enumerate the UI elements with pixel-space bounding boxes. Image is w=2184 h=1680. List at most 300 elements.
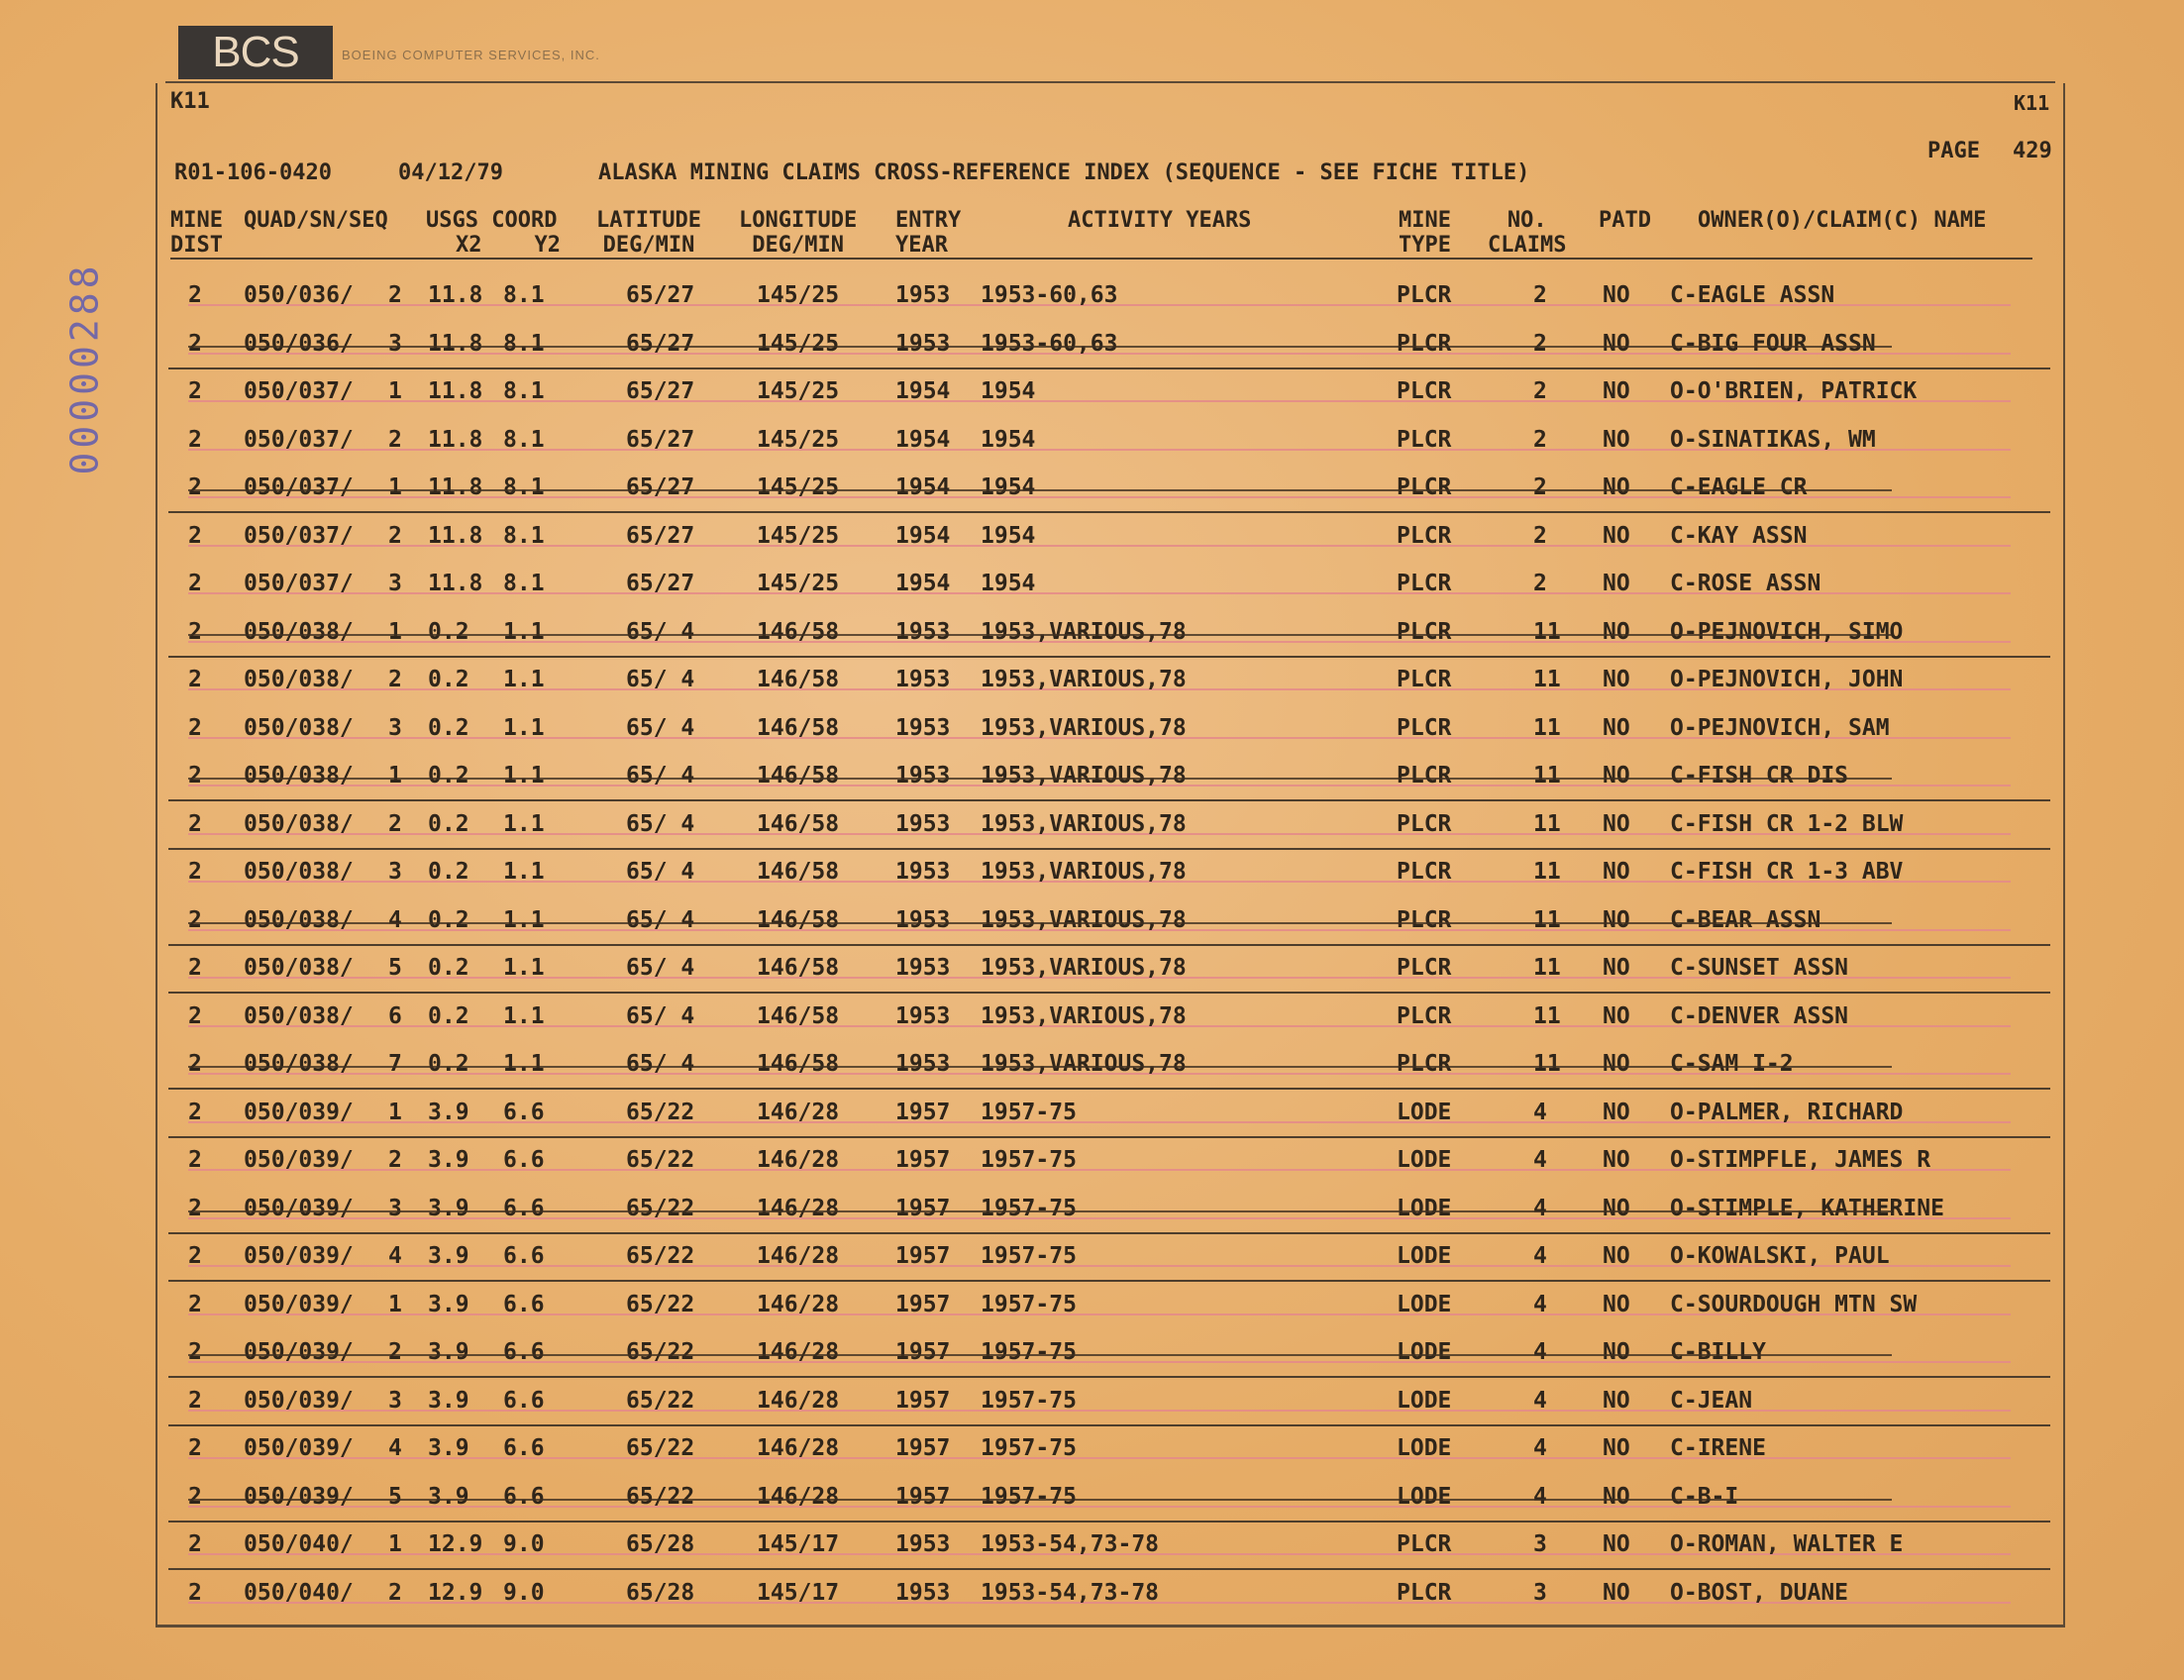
quad-sn-cell: 050/037/ (244, 378, 354, 404)
owner-claim-name-cell: O-PALMER, RICHARD (1670, 1099, 1904, 1125)
usgs-x-cell: 0.2 (428, 763, 469, 788)
sequence-cell: 2 (388, 810, 402, 837)
mine-type-cell: PLCR (1397, 810, 1452, 837)
owner-claim-name-cell: C-SUNSET ASSN (1670, 955, 1849, 981)
usgs-y-cell: 1.1 (503, 667, 545, 692)
quad-sn-cell: 050/039/ (244, 1435, 354, 1461)
claim-count-cell: 3 (1533, 1579, 1547, 1606)
table-row (168, 1283, 2050, 1330)
mine-type-cell: PLCR (1397, 955, 1452, 981)
patented-cell: NO (1603, 1579, 1630, 1606)
table-row (168, 802, 2050, 850)
latitude-cell: 65/22 (626, 1099, 695, 1125)
mine-type-cell: PLCR (1397, 522, 1452, 549)
mine-district-cell: 2 (188, 1435, 202, 1461)
latitude-cell: 65/ 4 (626, 859, 695, 885)
table-row (168, 1379, 2050, 1426)
longitude-cell: 146/58 (757, 1051, 840, 1077)
sequence-cell: 1 (388, 618, 402, 645)
patented-cell: NO (1603, 1243, 1630, 1269)
sequence-cell: 1 (388, 1531, 402, 1557)
table-row (168, 1330, 2050, 1378)
mine-type-cell: PLCR (1397, 1579, 1452, 1606)
usgs-y-cell: 6.6 (503, 1147, 545, 1173)
sequence-cell: 1 (388, 474, 402, 500)
longitude-cell: 146/58 (757, 763, 840, 788)
usgs-y-cell: 8.1 (503, 330, 545, 357)
claim-count-cell: 4 (1533, 1435, 1547, 1461)
owner-claim-name-cell: C-B-I (1670, 1483, 1739, 1510)
mine-district-cell: 2 (188, 330, 202, 357)
mine-district-cell: 2 (188, 1531, 202, 1557)
col-mine-type: MINE TYPE (1399, 208, 1451, 258)
longitude-cell: 146/28 (757, 1099, 840, 1125)
mine-type-cell: PLCR (1397, 859, 1452, 885)
latitude-cell: 65/28 (626, 1579, 695, 1606)
owner-claim-name-cell: C-FISH CR DIS (1670, 763, 1849, 788)
claim-count-cell: 4 (1533, 1147, 1547, 1173)
activity-years-cell: 1954 (981, 426, 1036, 453)
usgs-x-cell: 0.2 (428, 667, 469, 692)
owner-claim-name-cell: O-PEJNOVICH, SAM (1670, 714, 1890, 741)
latitude-cell: 65/27 (626, 330, 695, 357)
sequence-cell: 1 (388, 763, 402, 788)
entry-year-cell: 1953 (895, 810, 951, 837)
mine-district-cell: 2 (188, 282, 202, 308)
mine-type-cell: PLCR (1397, 474, 1452, 500)
sequence-cell: 1 (388, 1099, 402, 1125)
latitude-cell: 65/ 4 (626, 955, 695, 981)
usgs-x-cell: 12.9 (428, 1579, 483, 1606)
document-number-stamp (46, 260, 125, 477)
claim-count-cell: 2 (1533, 474, 1547, 500)
owner-claim-name-cell: O-BOST, DUANE (1670, 1579, 1849, 1606)
latitude-cell: 65/ 4 (626, 763, 695, 788)
mine-type-cell: PLCR (1397, 714, 1452, 741)
claim-count-cell: 11 (1533, 955, 1561, 981)
activity-years-cell: 1953,VARIOUS,78 (981, 763, 1187, 788)
patented-cell: NO (1603, 426, 1630, 453)
latitude-cell: 65/ 4 (626, 667, 695, 692)
patented-cell: NO (1603, 474, 1630, 500)
owner-claim-name-cell: C-SOURDOUGH MTN SW (1670, 1291, 1918, 1317)
longitude-cell: 145/25 (757, 378, 840, 404)
latitude-cell: 65/27 (626, 282, 695, 308)
entry-year-cell: 1953 (895, 618, 951, 645)
mine-district-cell: 2 (188, 618, 202, 645)
patented-cell: NO (1603, 1387, 1630, 1414)
col-no-claims: NO. CLAIMS (1488, 208, 1567, 258)
report-code-right: K11 (2014, 91, 2050, 115)
owner-claim-name-cell: O-STIMPFLE, JAMES R (1670, 1147, 1931, 1173)
usgs-y-cell: 8.1 (503, 522, 545, 549)
row-strike-line (188, 634, 1892, 636)
owner-claim-name-cell: C-EAGLE ASSN (1670, 282, 1835, 308)
entry-year-cell: 1957 (895, 1339, 951, 1365)
mine-district-cell: 2 (188, 714, 202, 741)
sequence-cell: 1 (388, 378, 402, 404)
activity-years-cell: 1954 (981, 378, 1036, 404)
claim-count-cell: 4 (1533, 1483, 1547, 1510)
usgs-x-cell: 3.9 (428, 1339, 469, 1365)
owner-claim-name-cell: C-FISH CR 1-3 ABV (1670, 859, 1904, 885)
claim-count-cell: 2 (1533, 378, 1547, 404)
usgs-y-cell: 6.6 (503, 1243, 545, 1269)
claim-count-cell: 4 (1533, 1243, 1547, 1269)
longitude-cell: 146/28 (757, 1147, 840, 1173)
sequence-cell: 3 (388, 571, 402, 596)
sequence-cell: 4 (388, 906, 402, 933)
latitude-cell: 65/22 (626, 1147, 695, 1173)
mine-district-cell: 2 (188, 906, 202, 933)
claim-count-cell: 4 (1533, 1339, 1547, 1365)
sequence-cell: 5 (388, 955, 402, 981)
entry-year-cell: 1957 (895, 1291, 951, 1317)
entry-year-cell: 1957 (895, 1483, 951, 1510)
usgs-y-cell: 6.6 (503, 1483, 545, 1510)
usgs-y-cell: 1.1 (503, 906, 545, 933)
mine-district-cell: 2 (188, 474, 202, 500)
entry-year-cell: 1953 (895, 955, 951, 981)
quad-sn-cell: 050/036/ (244, 282, 354, 308)
mine-type-cell: LODE (1397, 1339, 1452, 1365)
sequence-cell: 2 (388, 667, 402, 692)
mine-district-cell: 2 (188, 1195, 202, 1221)
claim-count-cell: 11 (1533, 763, 1561, 788)
patented-cell: NO (1603, 571, 1630, 596)
owner-claim-name-cell: C-KAY ASSN (1670, 522, 1808, 549)
activity-years-cell: 1953,VARIOUS,78 (981, 955, 1187, 981)
claim-count-cell: 4 (1533, 1195, 1547, 1221)
activity-years-cell: 1953,VARIOUS,78 (981, 906, 1187, 933)
usgs-y-cell: 1.1 (503, 618, 545, 645)
table-row (168, 466, 2050, 513)
claim-count-cell: 11 (1533, 906, 1561, 933)
entry-year-cell: 1953 (895, 859, 951, 885)
usgs-x-cell: 11.8 (428, 474, 483, 500)
usgs-y-cell: 1.1 (503, 810, 545, 837)
entry-year-cell: 1954 (895, 474, 951, 500)
activity-years-cell: 1953-60,63 (981, 282, 1118, 308)
mine-type-cell: LODE (1397, 1147, 1452, 1173)
patented-cell: NO (1603, 1531, 1630, 1557)
usgs-y-cell: 8.1 (503, 282, 545, 308)
owner-claim-name-cell: C-BILLY (1670, 1339, 1766, 1365)
activity-years-cell: 1953,VARIOUS,78 (981, 667, 1187, 692)
patented-cell: NO (1603, 1002, 1630, 1029)
longitude-cell: 146/58 (757, 714, 840, 741)
quad-sn-cell: 050/038/ (244, 667, 354, 692)
table-row (168, 514, 2050, 562)
patented-cell: NO (1603, 1339, 1630, 1365)
col-longitude: LONGITUDE DEG/MIN (739, 208, 858, 258)
latitude-cell: 65/27 (626, 522, 695, 549)
entry-year-cell: 1953 (895, 1002, 951, 1029)
owner-claim-name-cell: O-STIMPLE, KATHERINE (1670, 1195, 1944, 1221)
report-id: R01-106-0420 (174, 160, 332, 185)
col-usgs-coord: USGS COORD X2 Y2 (426, 208, 561, 258)
patented-cell: NO (1603, 1099, 1630, 1125)
usgs-y-cell: 6.6 (503, 1099, 545, 1125)
patented-cell: NO (1603, 1147, 1630, 1173)
table-row (168, 1091, 2050, 1138)
table-row (168, 754, 2050, 801)
usgs-y-cell: 1.1 (503, 763, 545, 788)
activity-years-cell: 1953-54,73-78 (981, 1531, 1160, 1557)
usgs-x-cell: 12.9 (428, 1531, 483, 1557)
mine-type-cell: PLCR (1397, 906, 1452, 933)
latitude-cell: 65/22 (626, 1243, 695, 1269)
usgs-x-cell: 0.2 (428, 1002, 469, 1029)
entry-year-cell: 1953 (895, 1579, 951, 1606)
activity-years-cell: 1957-75 (981, 1291, 1077, 1317)
activity-years-cell: 1953,VARIOUS,78 (981, 1002, 1187, 1029)
table-row (168, 1042, 2050, 1090)
patented-cell: NO (1603, 1291, 1630, 1317)
claim-count-cell: 11 (1533, 618, 1561, 645)
entry-year-cell: 1953 (895, 330, 951, 357)
usgs-x-cell: 11.8 (428, 378, 483, 404)
latitude-cell: 65/27 (626, 378, 695, 404)
mine-district-cell: 2 (188, 522, 202, 549)
claim-count-cell: 2 (1533, 522, 1547, 549)
claim-count-cell: 2 (1533, 330, 1547, 357)
longitude-cell: 145/25 (757, 571, 840, 596)
claim-count-cell: 2 (1533, 426, 1547, 453)
owner-claim-name-cell: O-PEJNOVICH, SIMO (1670, 618, 1904, 645)
mine-district-cell: 2 (188, 1579, 202, 1606)
sequence-cell: 2 (388, 1339, 402, 1365)
sequence-cell: 3 (388, 859, 402, 885)
usgs-x-cell: 0.2 (428, 1051, 469, 1077)
activity-years-cell: 1953-60,63 (981, 330, 1118, 357)
claim-count-cell: 4 (1533, 1291, 1547, 1317)
sequence-cell: 4 (388, 1243, 402, 1269)
claim-count-cell: 2 (1533, 282, 1547, 308)
patented-cell: NO (1603, 618, 1630, 645)
mine-type-cell: LODE (1397, 1483, 1452, 1510)
owner-claim-name-cell: O-ROMAN, WALTER E (1670, 1531, 1904, 1557)
quad-sn-cell: 050/039/ (244, 1099, 354, 1125)
latitude-cell: 65/22 (626, 1435, 695, 1461)
usgs-y-cell: 1.1 (503, 714, 545, 741)
mine-type-cell: PLCR (1397, 426, 1452, 453)
quad-sn-cell: 050/038/ (244, 906, 354, 933)
usgs-x-cell: 11.8 (428, 522, 483, 549)
latitude-cell: 65/ 4 (626, 906, 695, 933)
patented-cell: NO (1603, 859, 1630, 885)
logo-text: BCS (212, 28, 299, 76)
usgs-y-cell: 1.1 (503, 859, 545, 885)
sequence-cell: 3 (388, 714, 402, 741)
entry-year-cell: 1954 (895, 571, 951, 596)
owner-claim-name-cell: C-DENVER ASSN (1670, 1002, 1849, 1029)
header-rule (170, 258, 2032, 260)
owner-claim-name-cell: C-ROSE ASSN (1670, 571, 1821, 596)
owner-claim-name-cell: C-BIG FOUR ASSN (1670, 330, 1876, 357)
claim-count-cell: 4 (1533, 1387, 1547, 1414)
table-row (168, 369, 2050, 417)
table-row (168, 946, 2050, 994)
sequence-cell: 3 (388, 1387, 402, 1414)
entry-year-cell: 1957 (895, 1387, 951, 1414)
quad-sn-cell: 050/038/ (244, 810, 354, 837)
mine-type-cell: LODE (1397, 1243, 1452, 1269)
mine-type-cell: PLCR (1397, 667, 1452, 692)
mine-type-cell: LODE (1397, 1099, 1452, 1125)
sequence-cell: 6 (388, 1002, 402, 1029)
table-row (168, 322, 2050, 369)
patented-cell: NO (1603, 714, 1630, 741)
latitude-cell: 65/22 (626, 1291, 695, 1317)
table-row (168, 1138, 2050, 1186)
longitude-cell: 146/28 (757, 1435, 840, 1461)
usgs-y-cell: 6.6 (503, 1291, 545, 1317)
quad-sn-cell: 050/039/ (244, 1387, 354, 1414)
mine-type-cell: LODE (1397, 1195, 1452, 1221)
table-row (168, 658, 2050, 705)
longitude-cell: 146/28 (757, 1291, 840, 1317)
row-strike-line (188, 1354, 1892, 1356)
longitude-cell: 146/58 (757, 667, 840, 692)
mine-district-cell: 2 (188, 378, 202, 404)
row-strike-line (188, 346, 1892, 348)
quad-sn-cell: 050/037/ (244, 571, 354, 596)
usgs-y-cell: 8.1 (503, 378, 545, 404)
table-row (168, 1475, 2050, 1522)
patented-cell: NO (1603, 378, 1630, 404)
patented-cell: NO (1603, 282, 1630, 308)
quad-sn-cell: 050/038/ (244, 1051, 354, 1077)
usgs-y-cell: 8.1 (503, 571, 545, 596)
activity-years-cell: 1953,VARIOUS,78 (981, 810, 1187, 837)
usgs-x-cell: 0.2 (428, 859, 469, 885)
mine-district-cell: 2 (188, 859, 202, 885)
quad-sn-cell: 050/039/ (244, 1339, 354, 1365)
activity-years-cell: 1953,VARIOUS,78 (981, 859, 1187, 885)
mine-type-cell: PLCR (1397, 763, 1452, 788)
usgs-x-cell: 3.9 (428, 1483, 469, 1510)
usgs-x-cell: 3.9 (428, 1387, 469, 1414)
usgs-x-cell: 3.9 (428, 1435, 469, 1461)
table-row (168, 1522, 2050, 1570)
quad-sn-cell: 050/036/ (244, 330, 354, 357)
quad-sn-cell: 050/038/ (244, 1002, 354, 1029)
row-strike-line (188, 922, 1892, 924)
owner-claim-name-cell: C-SAM I-2 (1670, 1051, 1794, 1077)
longitude-cell: 146/58 (757, 810, 840, 837)
latitude-cell: 65/22 (626, 1387, 695, 1414)
col-latitude: LATITUDE DEG/MIN (596, 208, 701, 258)
mine-district-cell: 2 (188, 1483, 202, 1510)
patented-cell: NO (1603, 667, 1630, 692)
longitude-cell: 145/25 (757, 522, 840, 549)
mine-district-cell: 2 (188, 571, 202, 596)
entry-year-cell: 1957 (895, 1147, 951, 1173)
usgs-x-cell: 0.2 (428, 618, 469, 645)
mine-type-cell: LODE (1397, 1435, 1452, 1461)
mine-type-cell: PLCR (1397, 378, 1452, 404)
activity-years-cell: 1957-75 (981, 1387, 1077, 1414)
mine-type-cell: PLCR (1397, 571, 1452, 596)
latitude-cell: 65/ 4 (626, 1051, 695, 1077)
usgs-x-cell: 3.9 (428, 1147, 469, 1173)
usgs-y-cell: 6.6 (503, 1387, 545, 1414)
claim-count-cell: 11 (1533, 1002, 1561, 1029)
quad-sn-cell: 050/038/ (244, 955, 354, 981)
activity-years-cell: 1957-75 (981, 1195, 1077, 1221)
latitude-cell: 65/ 4 (626, 618, 695, 645)
sequence-cell: 2 (388, 426, 402, 453)
owner-claim-name-cell: C-JEAN (1670, 1387, 1753, 1414)
sequence-cell: 3 (388, 330, 402, 357)
claim-count-cell: 11 (1533, 859, 1561, 885)
patented-cell: NO (1603, 1435, 1630, 1461)
sequence-cell: 4 (388, 1435, 402, 1461)
table-row (168, 562, 2050, 609)
entry-year-cell: 1953 (895, 282, 951, 308)
usgs-x-cell: 0.2 (428, 906, 469, 933)
row-strike-line (188, 778, 1892, 780)
entry-year-cell: 1953 (895, 906, 951, 933)
claim-count-cell: 2 (1533, 571, 1547, 596)
table-row (168, 898, 2050, 946)
mine-district-cell: 2 (188, 810, 202, 837)
col-quad: QUAD/SN/SEQ (244, 208, 388, 233)
longitude-cell: 146/58 (757, 1002, 840, 1029)
usgs-x-cell: 11.8 (428, 330, 483, 357)
entry-year-cell: 1953 (895, 1051, 951, 1077)
row-strike-line (188, 1066, 1892, 1068)
claim-count-cell: 3 (1533, 1531, 1547, 1557)
report-code-left: K11 (170, 89, 210, 114)
table-row (168, 273, 2050, 321)
longitude-cell: 145/17 (757, 1579, 840, 1606)
mine-district-cell: 2 (188, 1291, 202, 1317)
sequence-cell: 2 (388, 1147, 402, 1173)
table-row (168, 1426, 2050, 1474)
usgs-y-cell: 6.6 (503, 1195, 545, 1221)
table-row (168, 706, 2050, 754)
longitude-cell: 146/28 (757, 1387, 840, 1414)
logo-subtitle: BOEING COMPUTER SERVICES, INC. (342, 48, 600, 62)
activity-years-cell: 1957-75 (981, 1339, 1077, 1365)
quad-sn-cell: 050/037/ (244, 426, 354, 453)
table-row (168, 418, 2050, 466)
usgs-y-cell: 1.1 (503, 1002, 545, 1029)
patented-cell: NO (1603, 763, 1630, 788)
patented-cell: NO (1603, 906, 1630, 933)
usgs-y-cell: 8.1 (503, 426, 545, 453)
entry-year-cell: 1957 (895, 1243, 951, 1269)
usgs-x-cell: 11.8 (428, 571, 483, 596)
usgs-x-cell: 11.8 (428, 426, 483, 453)
usgs-x-cell: 3.9 (428, 1099, 469, 1125)
mine-district-cell: 2 (188, 763, 202, 788)
longitude-cell: 145/25 (757, 282, 840, 308)
patented-cell: NO (1603, 1051, 1630, 1077)
longitude-cell: 146/28 (757, 1483, 840, 1510)
latitude-cell: 65/ 4 (626, 1002, 695, 1029)
col-owner-claim-name: OWNER(O)/CLAIM(C) NAME (1698, 208, 1987, 233)
activity-years-cell: 1953,VARIOUS,78 (981, 1051, 1187, 1077)
mine-district-cell: 2 (188, 1051, 202, 1077)
report-title: ALASKA MINING CLAIMS CROSS-REFERENCE INDEX (SEQUENCE - SEE FICHE TITLE) (598, 160, 1530, 185)
usgs-y-cell: 6.6 (503, 1435, 545, 1461)
table-row (168, 850, 2050, 897)
latitude-cell: 65/22 (626, 1483, 695, 1510)
col-patented: PATD (1599, 208, 1651, 233)
